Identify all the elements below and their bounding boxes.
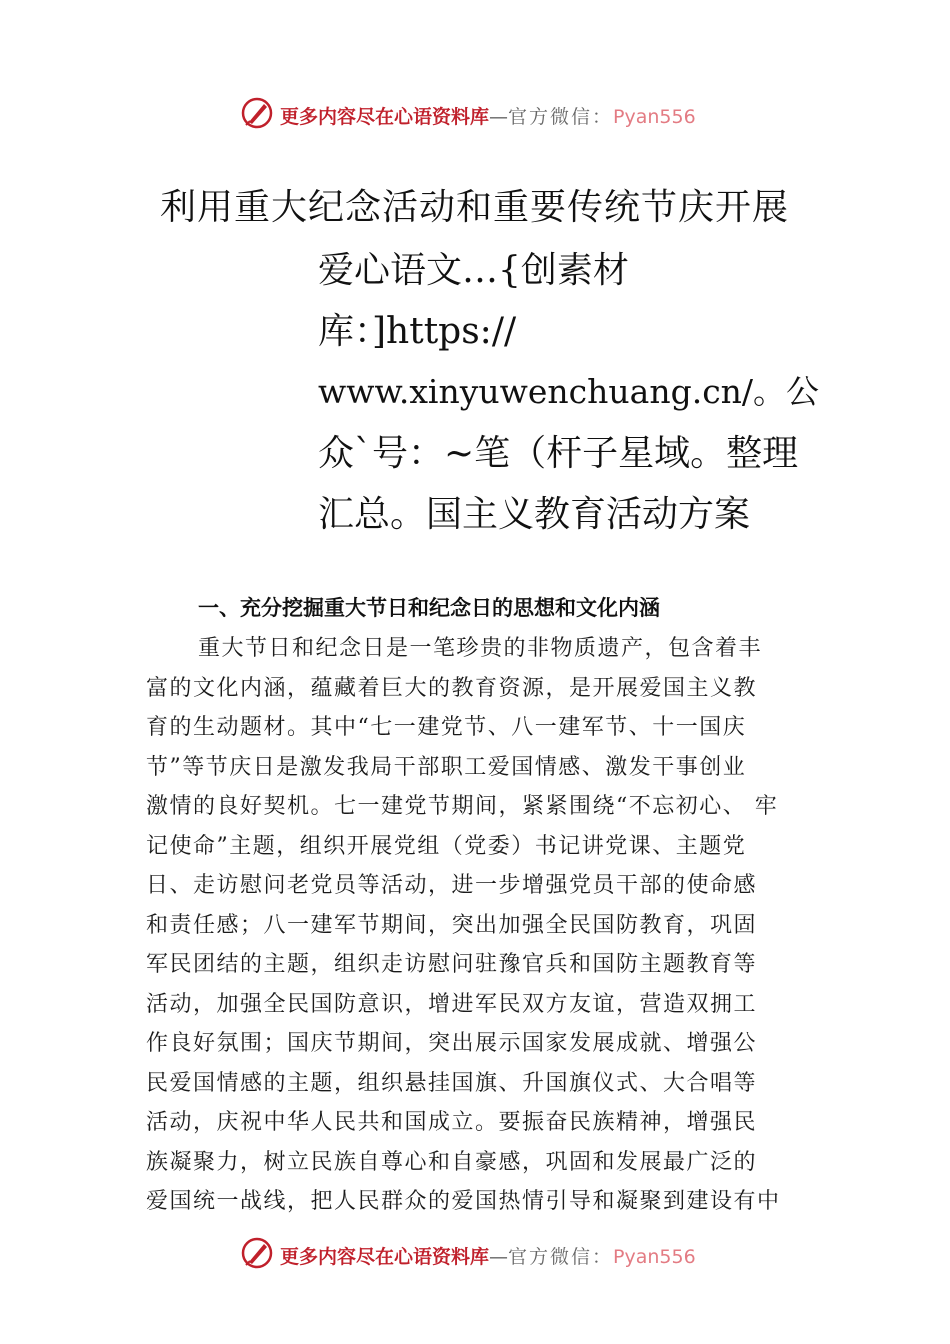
body-line: 活动，庆祝中华人民共和国成立。要振奋民族精神，增强民 [146, 1110, 758, 1135]
body-line: 民爱国情感的主题，组织悬挂国旗、升国旗仪式、大合唱等 [146, 1071, 758, 1096]
body-line: 作良好氛围；国庆节期间，突出展示国家发展成就、增强公 [146, 1031, 758, 1056]
watermark-brand: 更多内容尽在心语资料库 [280, 106, 490, 128]
document-title-line-4: www.xinyuwenchuang.cn/。公 [318, 372, 820, 411]
document-title-line-6: 汇总。国主义教育活动方案 [318, 494, 751, 535]
body-line: 重大节日和纪念日是一笔珍贵的非物质遗产，包含着丰 [198, 636, 763, 661]
body-line: 日、走访慰问老党员等活动，进一步增强党员干部的使命感 [146, 873, 758, 898]
watermark-separator: — [489, 106, 509, 128]
section-heading: 一、充分挖掘重大节日和纪念日的思想和文化内涵 [198, 596, 660, 620]
watermark-wechat-id: Pyan556 [613, 1246, 696, 1268]
document-title-line-1: 利用重大纪念活动和重要传统节庆开展 [160, 187, 790, 228]
watermark-label: 官方微信： [508, 1246, 614, 1268]
body-line: 富的文化内涵，蕴藏着巨大的教育资源，是开展爱国主义教 [146, 676, 758, 701]
body-line: 激情的良好契机。七一建党节期间，紧紧围绕“不忘初心、 牢 [146, 794, 779, 819]
watermark-wechat-id: Pyan556 [613, 106, 696, 128]
quill-logo-icon [240, 1236, 274, 1270]
watermark-text [280, 1242, 696, 1269]
quill-logo-icon [240, 96, 274, 130]
header-watermark-banner [0, 94, 950, 134]
document-title-line-5: 众`号：~笔（杆子星域。整理 [318, 433, 799, 474]
body-line: 爱国统一战线，把人民群众的爱国热情引导和凝聚到建设有中 [146, 1189, 781, 1214]
document-title-line-3: 库：]https:// [318, 311, 517, 352]
body-line: 节”等节庆日是激发我局干部职工爱国情感、激发干事创业 [146, 755, 747, 780]
watermark-label: 官方微信： [508, 106, 614, 128]
watermark-brand: 更多内容尽在心语资料库 [280, 1246, 490, 1268]
body-line: 族凝聚力，树立民族自尊心和自豪感，巩固和发展最广泛的 [146, 1150, 758, 1175]
body-line: 育的生动题材。其中“七一建党节、八一建军节、十一国庆 [146, 715, 747, 740]
document-title-line-2: 爱心语文…{创素材 [318, 250, 629, 291]
body-line: 军民团结的主题，组织走访慰问驻豫官兵和国防主题教育等 [146, 952, 758, 977]
footer-watermark-banner [0, 1234, 950, 1274]
body-line: 活动，加强全民国防意识，增进军民双方友谊，营造双拥工 [146, 992, 758, 1017]
body-line: 和责任感；八一建军节期间，突出加强全民国防教育，巩固 [146, 913, 758, 938]
watermark-text [280, 102, 696, 129]
watermark-separator: — [489, 1246, 509, 1268]
body-line: 记使命”主题，组织开展党组（党委）书记讲党课、主题党 [146, 834, 747, 859]
